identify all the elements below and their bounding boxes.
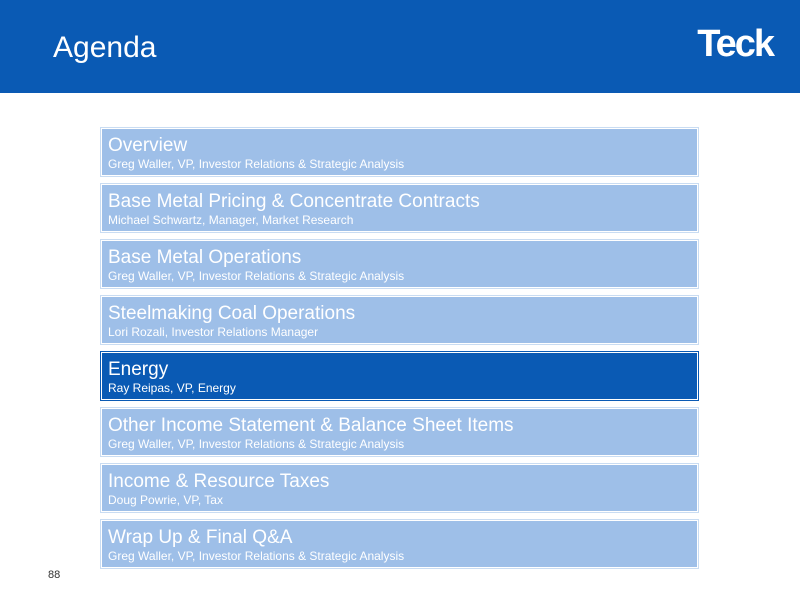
agenda-item-energy[interactable]: [101, 352, 698, 400]
teck-logo: Teck: [697, 23, 773, 65]
agenda-item-steelmaking-coal[interactable]: [101, 296, 698, 344]
agenda-item-presenter: Michael Schwartz, Manager, Market Research: [108, 213, 354, 227]
agenda-item-income-taxes[interactable]: [101, 464, 698, 512]
agenda-item-title: Energy: [108, 359, 169, 380]
agenda-item-title: Base Metal Operations: [108, 247, 302, 268]
agenda-item-presenter: Greg Waller, VP, Investor Relations & Strategic Analysis: [108, 549, 405, 563]
agenda-item-presenter: Greg Waller, VP, Investor Relations & Strategic Analysis: [108, 157, 405, 171]
page-number: 88: [48, 569, 61, 581]
page-title: Agenda: [53, 31, 157, 64]
agenda-item-base-metal-operations[interactable]: [101, 240, 698, 288]
agenda-item-overview[interactable]: [101, 128, 698, 176]
header-bar: [0, 0, 800, 93]
agenda-item-base-metal-pricing[interactable]: [101, 184, 698, 232]
agenda-item-other-income[interactable]: [101, 408, 698, 456]
agenda-item-title: Base Metal Pricing & Concentrate Contracts: [108, 191, 480, 212]
agenda-item-title: Wrap Up & Final Q&A: [108, 527, 293, 548]
agenda-item-title: Income & Resource Taxes: [108, 471, 330, 492]
agenda-item-title: Steelmaking Coal Operations: [108, 303, 356, 324]
agenda-item-presenter: Greg Waller, VP, Investor Relations & Strategic Analysis: [108, 437, 405, 451]
agenda-item-presenter: Greg Waller, VP, Investor Relations & Strategic Analysis: [108, 269, 405, 283]
agenda-item-title: Overview: [108, 135, 188, 156]
agenda-item-presenter: Lori Rozali, Investor Relations Manager: [108, 325, 319, 339]
agenda-item-title: Other Income Statement & Balance Sheet Items: [108, 415, 514, 436]
agenda-list: [101, 128, 698, 576]
agenda-item-presenter: Doug Powrie, VP, Tax: [108, 493, 223, 507]
agenda-item-wrap-up[interactable]: [101, 520, 698, 568]
agenda-item-presenter: Ray Reipas, VP, Energy: [108, 381, 236, 395]
